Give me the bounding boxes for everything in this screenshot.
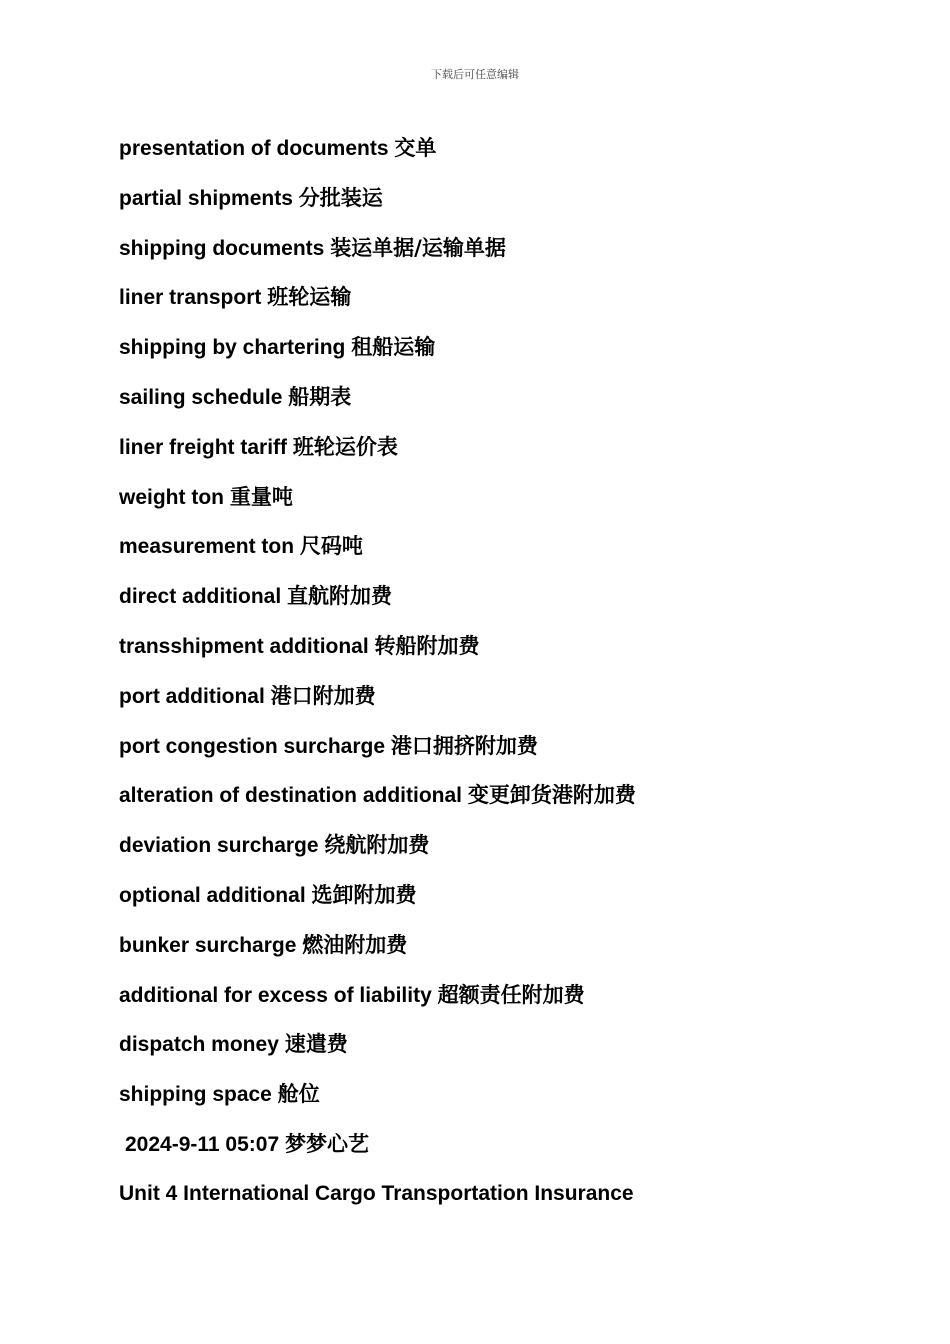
glossary-line [119, 379, 879, 429]
term-zh: 舱位 [277, 1082, 320, 1107]
term-en: measurement ton [119, 535, 295, 559]
term-en: shipping space [119, 1083, 272, 1107]
term-zh: 装运单据/运输单据 [330, 235, 506, 260]
glossary-line [119, 279, 879, 329]
timestamp: 2024-9-11 05:07 [125, 1132, 280, 1156]
term-en: deviation surcharge [119, 834, 319, 858]
term-en: optional additional [119, 883, 306, 907]
term-en: transshipment additional [119, 634, 369, 658]
term-zh: 重量吨 [229, 484, 293, 509]
glossary-line [119, 728, 879, 778]
page-header: 下载后可任意编辑 [431, 68, 519, 81]
term-en: bunker surcharge [119, 933, 297, 957]
term-en: additional for excess of liability [119, 983, 432, 1007]
term-en: weight ton [119, 485, 224, 509]
term-zh: 速遣费 [284, 1032, 348, 1057]
term-zh: 港口拥挤附加费 [390, 733, 538, 758]
glossary-line [119, 777, 879, 827]
author-name: 梦梦心艺 [284, 1131, 369, 1156]
glossary-line [119, 628, 879, 678]
glossary-list [119, 130, 879, 1226]
term-en: port additional [119, 684, 265, 708]
glossary-line [119, 1076, 879, 1126]
glossary-line [119, 230, 879, 280]
glossary-line [119, 877, 879, 927]
term-en: alteration of destination additional [119, 784, 463, 808]
term-zh: 变更卸货港附加费 [467, 783, 636, 808]
term-zh: 港口附加费 [270, 683, 376, 708]
term-zh: 绕航附加费 [324, 833, 430, 858]
term-zh: 租船运输 [351, 335, 436, 360]
glossary-line [119, 180, 879, 230]
term-en: liner transport [119, 286, 262, 310]
glossary-line [119, 528, 879, 578]
unit-title: Unit 4 International Cargo Transportation Insurance [119, 1181, 634, 1205]
glossary-line [119, 130, 879, 180]
glossary-line [119, 827, 879, 877]
glossary-line [119, 479, 879, 529]
timestamp-line [119, 1126, 879, 1176]
term-zh: 转船附加费 [374, 633, 480, 658]
term-zh: 选卸附加费 [311, 882, 417, 907]
term-zh: 超额责任附加费 [437, 982, 585, 1007]
term-zh: 班轮运输 [267, 285, 352, 310]
term-en: shipping documents [119, 236, 325, 260]
term-zh: 分批装运 [298, 185, 383, 210]
term-en: direct additional [119, 585, 282, 609]
glossary-line [119, 1026, 879, 1076]
term-en: partial shipments [119, 186, 293, 210]
term-en: port congestion surcharge [119, 734, 386, 758]
term-zh: 船期表 [288, 384, 352, 409]
section-heading [119, 1176, 879, 1226]
term-zh: 班轮运价表 [292, 434, 398, 459]
term-en: liner freight tariff [119, 435, 288, 459]
glossary-line [119, 429, 879, 479]
glossary-line [119, 678, 879, 728]
glossary-line [119, 977, 879, 1027]
term-zh: 交单 [394, 136, 437, 160]
term-zh: 尺码吨 [299, 534, 363, 559]
term-zh: 燃油附加费 [302, 932, 408, 957]
term-en: dispatch money [119, 1033, 279, 1057]
term-zh: 直航附加费 [287, 584, 393, 609]
term-en: shipping by chartering [119, 336, 346, 360]
glossary-line [119, 578, 879, 628]
term-en: sailing schedule [119, 385, 283, 409]
glossary-line [119, 329, 879, 379]
term-en: presentation of documents [119, 137, 389, 160]
glossary-line [119, 927, 879, 977]
